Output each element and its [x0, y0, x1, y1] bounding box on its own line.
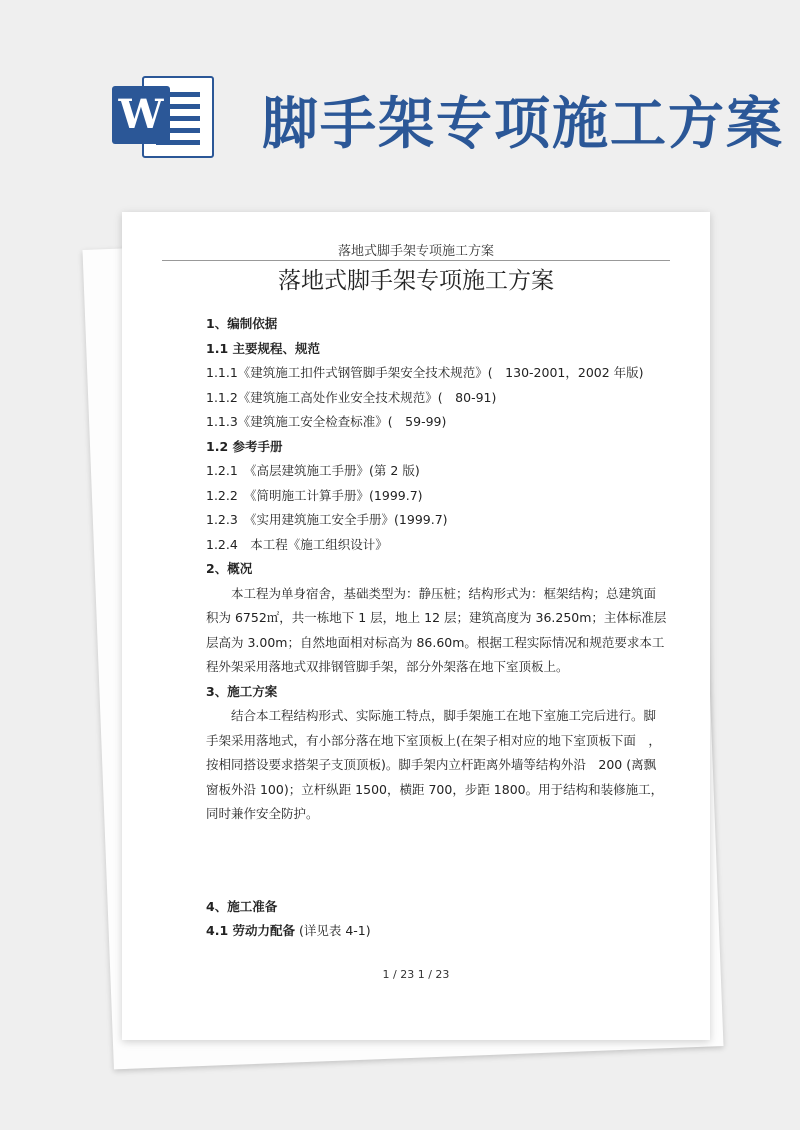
subsection-heading: 1.2 参考手册 [206, 438, 283, 454]
paragraph-line: 同时兼作安全防护。 [206, 806, 319, 821]
subsection-line [206, 919, 676, 944]
running-header: 落地式脚手架专项施工方案 [337, 244, 494, 259]
subsection-heading: 4.1 劳动力配备 [206, 923, 295, 938]
reference-item: 1.1.3《建筑施工安全检查标准》( 59-99) [206, 414, 447, 429]
document-title: 落地式脚手架专项施工方案 [278, 268, 554, 294]
section-heading: 4、施工准备 [206, 898, 278, 914]
paragraph-line: 积为 6752㎡，共一栋地下 1 层，地上 12 层；建筑高度为 36.250m；主体标准层 [206, 610, 667, 625]
reference-item: 1.1.2《建筑施工高处作业安全技术规范》( 80-91) [206, 389, 497, 405]
reference-item: 1.2.3 《实用建筑施工安全手册》(1999.7) [206, 512, 448, 527]
reference-item: 1.2.1 《高层建筑施工手册》(第 2 版) [206, 463, 420, 478]
reference-item: 1.2.2 《简明施工计算手册》(1999.7) [206, 487, 423, 503]
reference-item: 1.2.4 本工程《施工组织设计》 [206, 536, 388, 552]
banner-title: 脚手架专项施工方案 [262, 91, 784, 157]
page-number: 1 / 23 1 / 23 [382, 968, 450, 981]
word-document-icon [112, 72, 216, 162]
paragraph-line: 手架采用落地式，有小部分落在地下室顶板上(在架子相对应的地下室顶板下面 ， [206, 732, 661, 748]
paragraph-line: 按相同搭设要求搭架子支顶顶板)。脚手架内立杆距离外墙等结构外沿 200 (离飘 [206, 757, 657, 772]
document-body [206, 312, 676, 944]
header-rule [162, 260, 670, 261]
paragraph-line: 程外架采用落地式双排钢管脚手架，部分外架落在地下室顶板上。 [206, 659, 569, 674]
section-heading: 3、施工方案 [206, 683, 278, 699]
section-heading: 1、编制依据 [206, 316, 278, 331]
banner [0, 0, 800, 200]
table-reference: (详见表 4-1) [298, 923, 371, 938]
reference-item: 1.1.1《建筑施工扣件式钢管脚手架安全技术规范》( 130-2001，2002 年版) [206, 365, 644, 380]
word-icon-letter: W [112, 86, 170, 144]
paragraph-line: 本工程为单身宿舍，基础类型为：静压桩；结构形式为：框架结构；总建筑面 [231, 585, 657, 601]
paragraph-line: 结合本工程结构形式、实际施工特点，脚手架施工在地下室施工完后进行。脚 [231, 708, 657, 723]
document-page [122, 212, 710, 1040]
paragraph-line: 层高为 3.00m；自然地面相对标高为 86.60m。根据工程实际情况和规范要求本工 [206, 634, 665, 650]
paragraph-line: 窗板外沿 100)；立杆纵距 1500，横距 700，步距 1800。用于结构和装修施工， [206, 781, 664, 797]
section-heading: 2、概况 [206, 561, 253, 576]
subsection-heading: 1.1 主要规程、规范 [206, 340, 320, 356]
